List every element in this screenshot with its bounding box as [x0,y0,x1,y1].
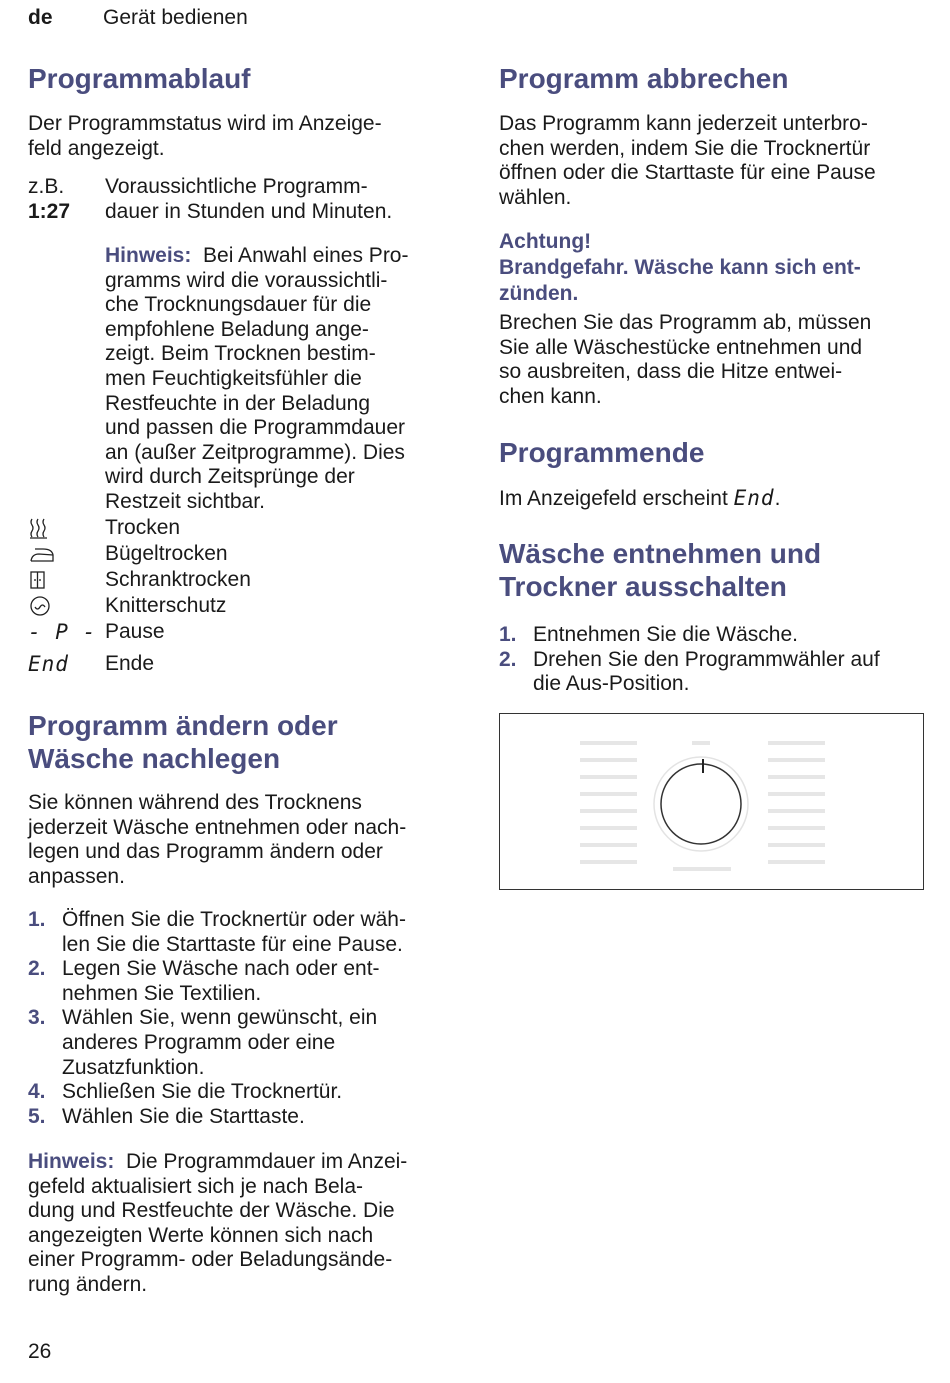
aendern-steps [28,908,460,1129]
list-item [499,648,929,697]
text-line: Bei Anwahl eines Pro- [203,244,409,267]
text-line: len Sie die Starttaste für eine Pause. [62,932,403,956]
text-line: Legen Sie Wäsche nach oder ent- [62,957,380,981]
text-line: Im Anzeigefeld erscheint [499,487,728,510]
ablauf-intro [28,112,382,161]
step-number: 3. [28,1006,46,1030]
text-line: Der Programmstatus wird im Anzeige- [28,112,382,135]
warning-line: zünden. [499,282,579,305]
heading-waesche-entnehmen [499,537,821,603]
section-title: Gerät bedienen [103,6,248,29]
example-label: z.B. [28,175,65,198]
text-line: gefeld aktualisiert sich je nach Bela- [28,1174,364,1198]
legend-label: Pause [105,620,165,643]
list-item [499,623,929,648]
list-item [28,1080,460,1105]
text-line: empfohlene Beladung ange- [105,317,369,341]
text-line: jederzeit Wäsche entnehmen oder nach- [28,815,407,839]
text-line: Die Programmdauer im Anzei- [126,1150,408,1173]
example-duration: 1:27 [28,199,71,223]
text-line: Öffnen Sie die Trocknertür oder wäh- [62,908,406,931]
step-number: 2. [28,957,46,981]
text-line: chen werden, indem Sie die Trocknertür [499,136,871,160]
text-line: und passen die Programmdauer [105,416,406,440]
fire-warning [499,229,861,307]
legend-item-schranktrocken [28,568,251,593]
step-number: 1. [499,623,517,646]
aendern-note [28,1150,460,1298]
text-line: rung ändern. [28,1272,148,1296]
heading-line: Wäsche nachlegen [28,743,281,774]
step-number: 4. [28,1080,46,1104]
heading-line: Programm ändern oder [28,710,338,741]
dial-drawing [500,714,922,888]
heading-line: Trockner ausschalten [499,571,787,602]
page-number: 26 [28,1340,52,1363]
text-line: Schließen Sie die Trocknertür. [62,1080,343,1104]
language-code: de [28,6,53,29]
cupboard-icon [28,568,58,592]
text-line: Entnehmen Sie die Wäsche. [533,623,798,646]
text-line: Voraussichtliche Programm- [105,175,368,198]
example-row [28,175,392,224]
iron-icon [28,542,58,566]
legend-label: Trocken [105,516,181,539]
note-label: Hinweis: [28,1150,115,1173]
end-display-symbol: End [28,652,69,676]
text-line: zeigt. Beim Trocknen bestim- [105,342,376,366]
legend-item-ende [28,652,154,678]
program-dial-illustration [499,713,924,890]
text-line: legen und das Programm ändern oder [28,840,383,864]
text-line: wählen. [499,185,572,209]
text-line: Restzeit sichtbar. [105,489,265,513]
text-line: Drehen Sie den Programmwähler auf [533,647,880,671]
legend-item-pause [28,620,165,646]
text-line: Sie können während des Trocknens [28,791,362,814]
legend-label: Ende [105,652,155,675]
warning-title: Achtung! [499,230,592,253]
text-line: Zusatzfunktion. [62,1055,205,1079]
text-line: feld angezeigt. [28,136,165,160]
punctuation: . [774,487,781,510]
list-item [28,1105,460,1130]
step-number: 5. [28,1104,46,1128]
legend-label: Knitterschutz [105,594,227,617]
text-line: einer Programm- oder Beladungsände- [28,1248,393,1272]
pause-display-symbol: - P - [28,620,97,644]
ablauf-note [105,244,465,515]
text-line: Das Programm kann jederzeit unterbro- [499,112,868,135]
end-display-symbol: End [733,486,775,510]
step-number: 2. [499,647,517,671]
text-line: men Feuchtigkeitsfühler die [105,366,362,390]
legend-label: Bügeltrocken [105,542,228,565]
text-line: öffnen oder die Starttaste für eine Pause [499,161,876,185]
list-item [28,957,460,1006]
legend-item-knitterschutz [28,594,226,619]
ende-text [499,486,780,512]
aendern-intro [28,791,406,889]
list-item [28,1006,460,1080]
heading-programm-aendern [28,709,338,775]
ausschalten-steps [499,623,929,697]
anti-crease-icon [28,594,58,618]
text-line: Restfeuchte in der Beladung [105,391,371,415]
text-line: anpassen. [28,864,125,888]
text-line: Wählen Sie die Starttaste. [62,1104,305,1128]
legend-item-buegeltrocken [28,542,228,567]
legend-item-trocken [28,516,180,541]
text-line: nehmen Sie Textilien. [62,981,262,1005]
text-line: wird durch Zeitsprünge der [105,465,355,489]
heading-programmablauf: Programmablauf [28,63,251,94]
text-line: dauer in Stunden und Minuten. [105,199,393,223]
step-number: 1. [28,908,46,931]
text-line: Brechen Sie das Programm ab, müssen [499,311,872,334]
warning-line: Brandgefahr. Wäsche kann sich ent- [499,256,861,279]
text-line: an (außer Zeitprogramme). Dies [105,440,405,464]
text-line: anderes Programm oder eine [62,1030,336,1054]
heading-programmende: Programmende [499,437,705,468]
text-line: che Trocknungsdauer für die [105,293,372,317]
text-line: chen kann. [499,384,602,408]
heading-programm-abbrechen: Programm abbrechen [499,63,789,94]
abbrechen-intro [499,112,876,210]
text-line: Wählen Sie, wenn gewünscht, ein [62,1006,378,1030]
dry-icon [28,516,58,540]
text-line: die Aus-Position. [533,672,690,696]
heading-line: Wäsche entnehmen und [499,538,822,569]
note-label: Hinweis: [105,244,192,267]
text-line: Sie alle Wäschestücke entnehmen und [499,335,863,359]
text-line: dung und Restfeuchte der Wäsche. Die [28,1199,395,1223]
legend-label: Schranktrocken [105,568,251,591]
list-item [28,908,460,957]
text-line: so ausbreiten, dass die Hitze entwei- [499,360,843,384]
text-line: angezeigten Werte können sich nach [28,1223,374,1247]
abbrechen-body [499,311,871,409]
text-line: gramms wird die voraussichtli- [105,268,388,292]
